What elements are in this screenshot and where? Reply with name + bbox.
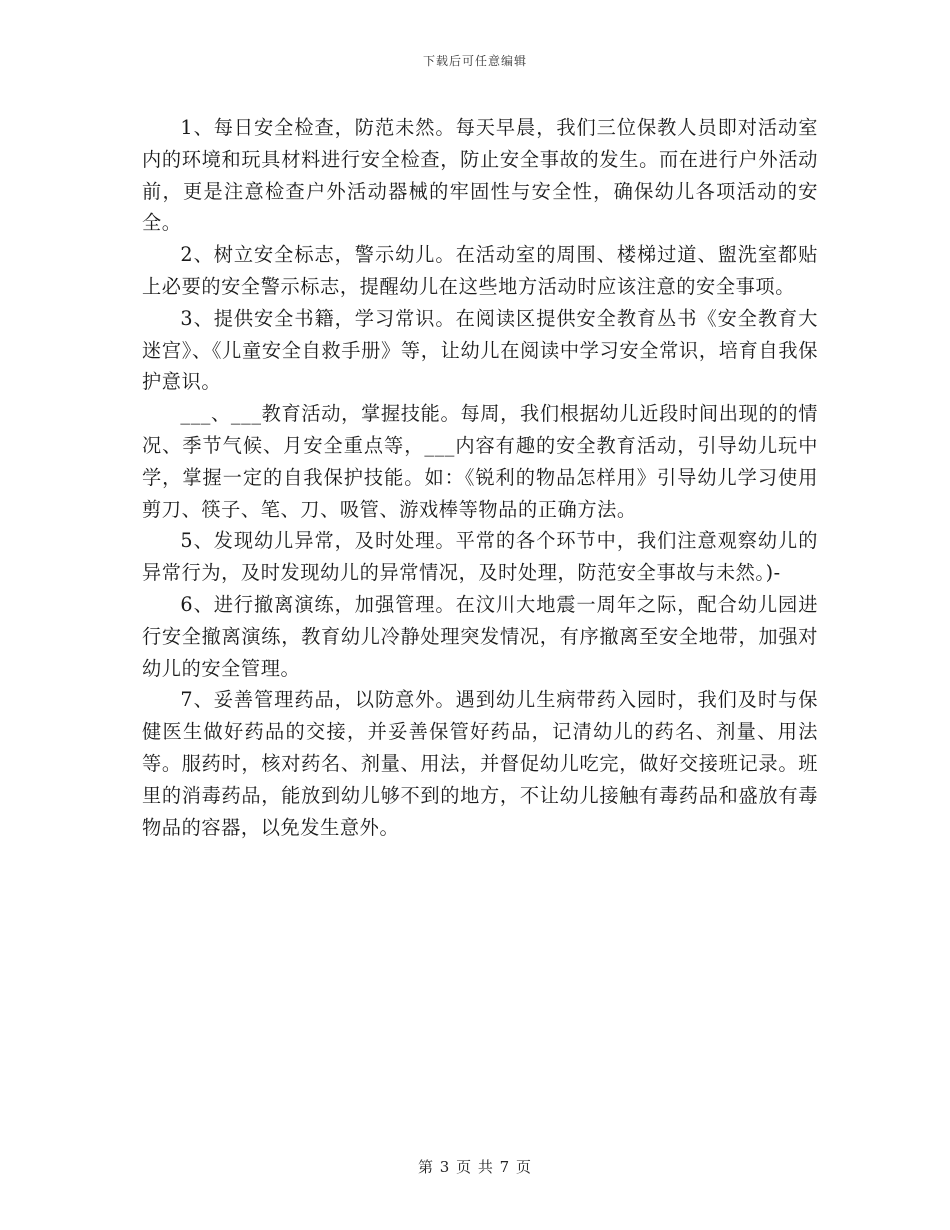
paragraph-evacuation-drill: 6、进行撤离演练，加强管理。在汶川大地震一周年之际，配合幼儿园进行安全撤离演练，教育幼儿冷静处理突发情况，有序撤离至安全地带，加强对幼儿的安全管理。 [142,592,818,680]
paragraph-daily-safety-check: 1、每日安全检查，防范未然。每天早晨，我们三位保教人员即对活动室内的环境和玩具材料进行安全检查，防止安全事故的发生。而在进行户外活动前，更是注意检查户外活动器械的牢固性与安全性，确保幼儿各项活动的安全。 [142,116,818,235]
paragraph-medicine-management: 7、妥善管理药品，以防意外。遇到幼儿生病带药入园时，我们及时与保健医生做好药品的交接，并妥善保管好药品，记清幼儿的药名、剂量、用法等。服药时，核对药名、剂量、用法，并督促幼儿吃完，做好交接班记录。班里的消毒药品，能放到幼儿够不到的地方，不让幼儿接触有毒药品和盛放有毒物品的容器，以免发生意外。 [142,688,818,839]
paragraph-safety-signs: 2、树立安全标志，警示幼儿。在活动室的周围、楼梯过道、盥洗室都贴上必要的安全警示标志，提醒幼儿在这些地方活动时应该注意的安全事项。 [142,243,818,298]
paragraph-safety-books: 3、提供安全书籍，学习常识。在阅读区提供安全教育丛书《安全教育大迷宫》、《儿童安全自救手册》等，让幼儿在阅读中学习安全常识，培育自我保护意识。 [142,306,818,394]
page-header: 下载后可任意编辑 [422,54,527,68]
paragraph-abnormal-handling: 5、发现幼儿异常，及时处理。平常的各个环节中，我们注意观察幼儿的异常行为，及时发现幼儿的异常情况，及时处理，防范安全事故与未然。)- [142,529,818,585]
paragraph-education-activities: ___、___教育活动，掌握技能。每周，我们根据幼儿近段时间出现的的情况、季节气候、月安全重点等，___内容有趣的安全教育活动，引导幼儿玩中学，掌握一定的自我保护技能。如：《锐利的物品怎样用》引导幼儿学习使用剪刀、筷子、笔、刀、吸管、游戏棒等物品的正确方法。 [142,402,818,521]
document-body [142,112,818,843]
page-number: 第 3 页 共 7 页 [418,1158,532,1176]
